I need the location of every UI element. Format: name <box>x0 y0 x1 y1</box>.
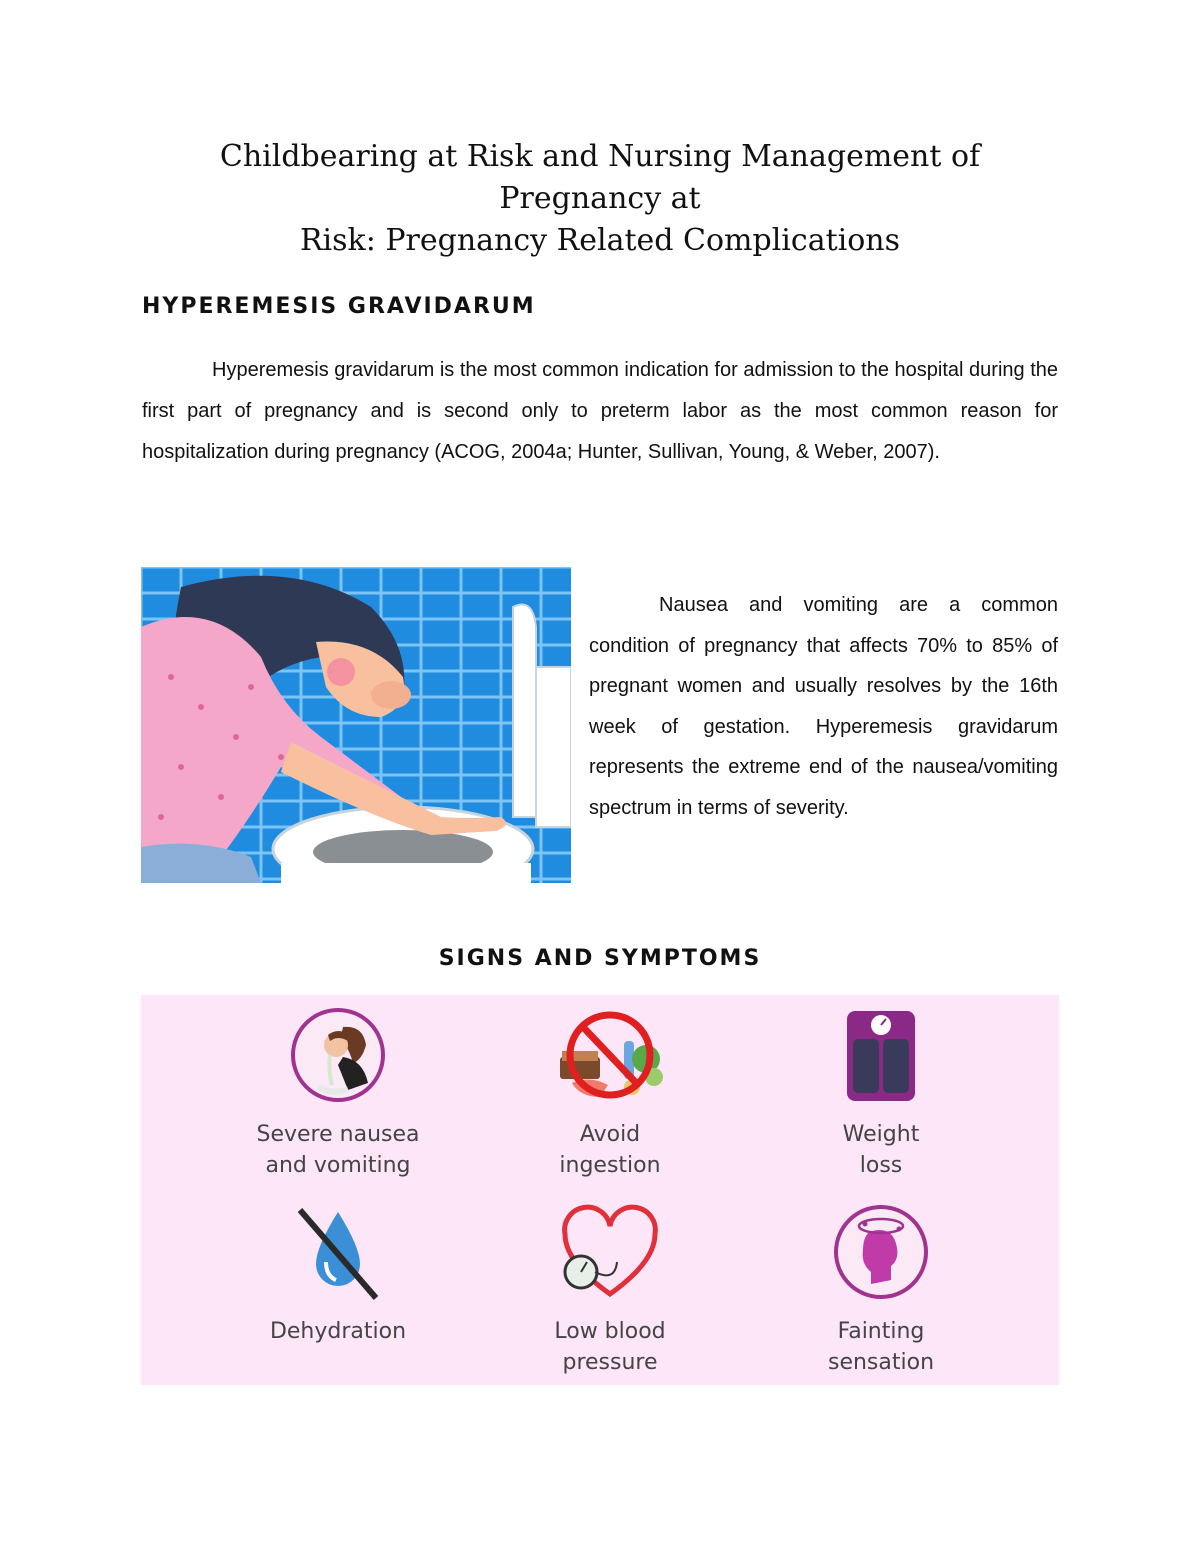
symptom-dehydration <box>188 1202 488 1347</box>
symptom-severe-nausea <box>188 1005 488 1181</box>
symptom-label-line2: sensation <box>827 1350 935 1375</box>
page-title <box>140 136 1060 262</box>
symptom-label-line2: ingestion <box>559 1153 661 1178</box>
nausea-paragraph: Nausea and vomiting are a common condition of pregnancy that affects 70% to 85% of pregnant women and usually resolves by the 16th week of gestation. Hyperemesis gravidarum represents the extreme end of the nausea/vomiting spectrum in terms of severity. <box>589 594 1058 819</box>
title-line-2: Risk: Pregnancy Related Complications <box>299 223 901 258</box>
symptom-label-line2: and vomiting <box>265 1153 411 1178</box>
dizzy-head-icon <box>831 1202 931 1302</box>
scale-icon <box>831 1005 931 1105</box>
symptom-label-line1: Low blood <box>554 1319 666 1344</box>
vomiting-woman-icon <box>288 1005 388 1105</box>
symptom-low-blood-pressure <box>460 1202 760 1378</box>
section-heading-hyperemesis: HYPEREMESIS GRAVIDARUM <box>142 294 536 319</box>
symptom-avoid-ingestion <box>460 1005 760 1181</box>
no-food-icon <box>550 1005 670 1105</box>
symptom-fainting-sensation <box>731 1202 1031 1378</box>
symptom-label-line1: Severe nausea <box>256 1122 420 1147</box>
heart-gauge-icon <box>555 1202 665 1302</box>
symptom-label-line1: Weight <box>842 1122 920 1147</box>
symptoms-panel <box>141 995 1059 1385</box>
symptom-weight-loss <box>731 1005 1031 1181</box>
symptom-label-line2: pressure <box>562 1350 658 1375</box>
section-heading-signs-symptoms: SIGNS AND SYMPTOMS <box>438 946 762 971</box>
symptom-label-line1: Avoid <box>579 1122 641 1147</box>
symptom-label-line2: loss <box>859 1153 903 1178</box>
symptom-label-line1: Dehydration <box>269 1319 407 1344</box>
intro-paragraph: Hyperemesis gravidarum is the most common indication for admission to the hospital during the first part of pregnancy and is second only to preterm labor as the most common reason for hospitalization during pregnancy (ACOG, 2004a; Hunter, Sullivan, Young, & Weber, 2007). <box>142 359 1058 463</box>
title-line-1: Childbearing at Risk and Nursing Management of Pregnancy at <box>219 139 981 216</box>
symptom-label-line1: Fainting <box>837 1319 925 1344</box>
crossed-drop-icon <box>288 1202 388 1302</box>
vomiting-woman-illustration <box>141 567 571 883</box>
